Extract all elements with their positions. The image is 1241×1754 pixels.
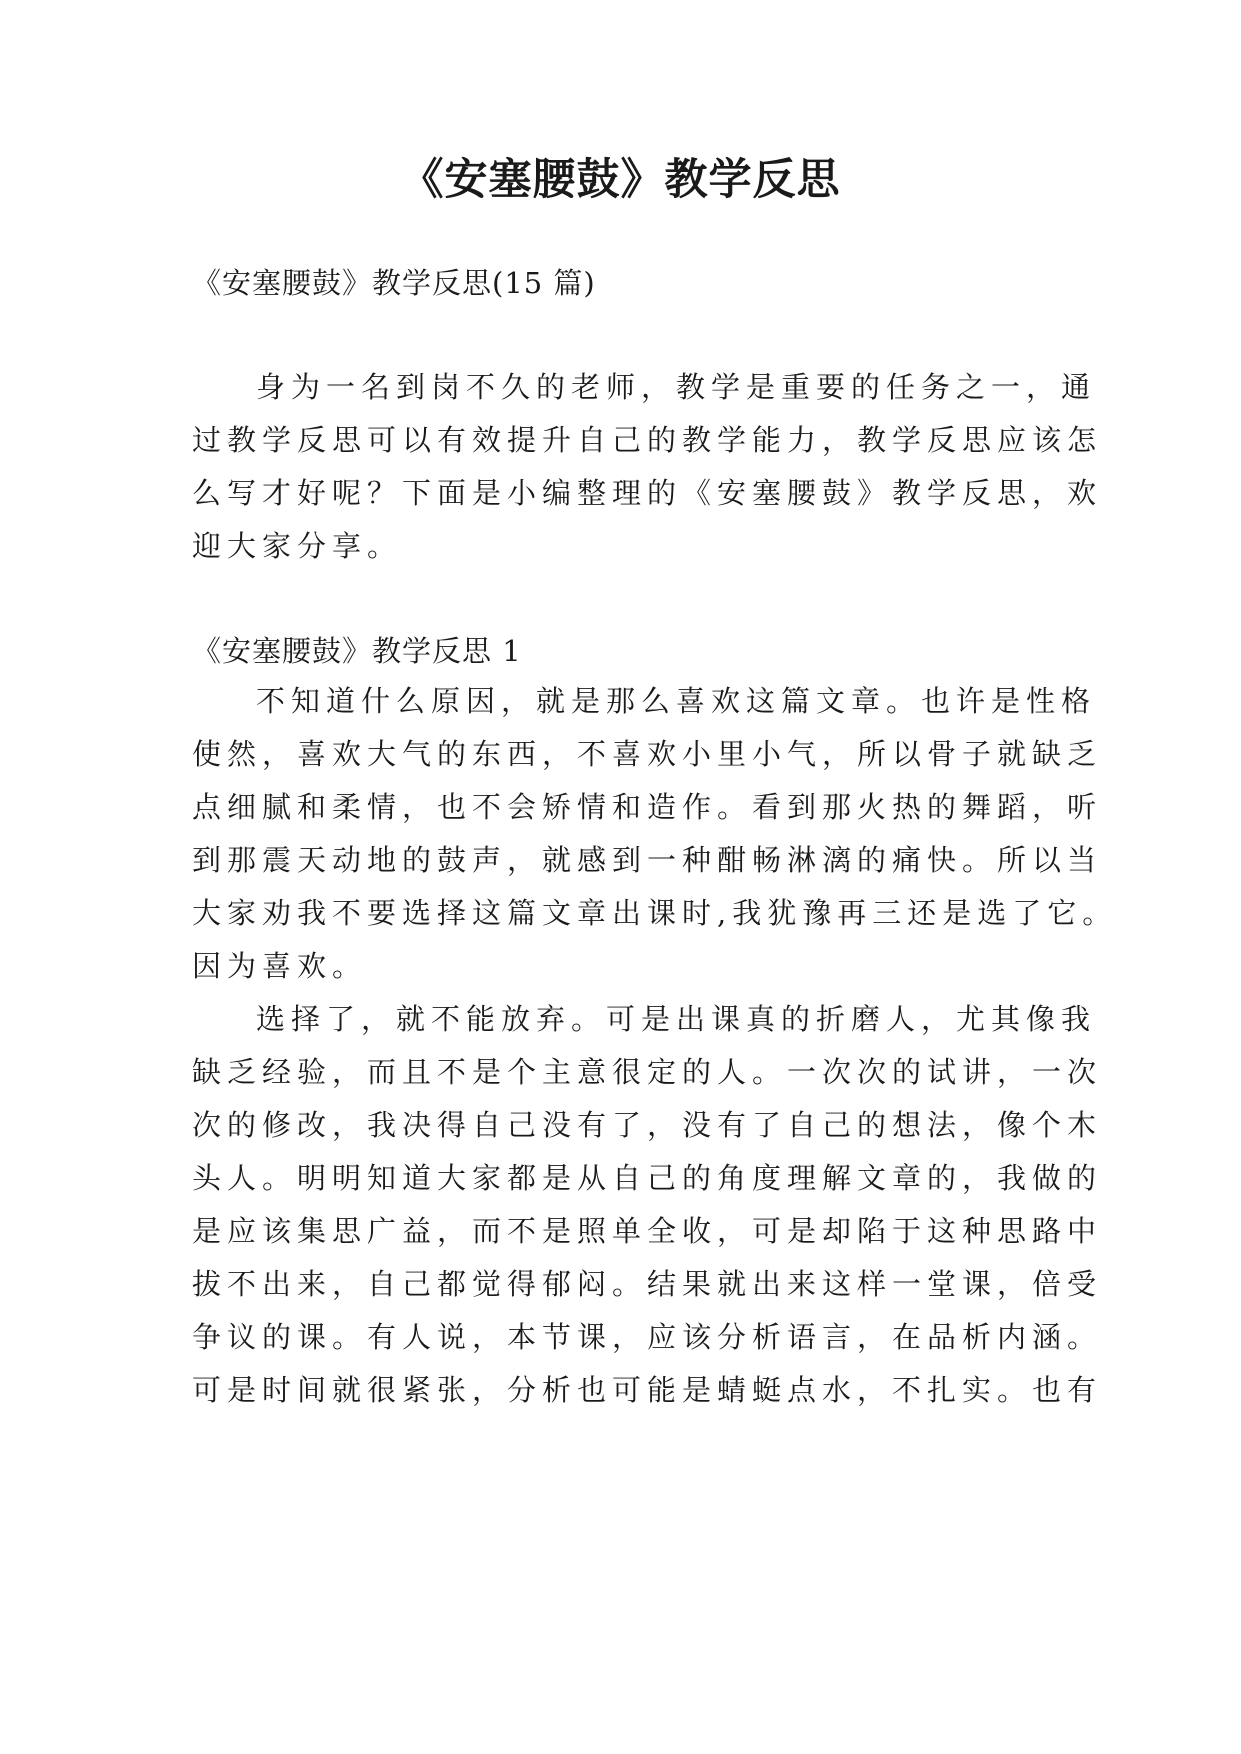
- paragraph-line: 使然，喜欢大气的东西，不喜欢小里小气，所以骨子就缺乏: [192, 737, 1103, 771]
- document-subtitle: 《安塞腰鼓》教学反思(15 篇): [192, 266, 596, 300]
- section-heading: 《安塞腰鼓》教学反思 1: [192, 634, 522, 668]
- paragraph-line: 点细腻和柔情，也不会矫情和造作。看到那火热的舞蹈，听: [192, 790, 1103, 824]
- document-title: 《安塞腰鼓》教学反思: [400, 155, 841, 205]
- paragraph-line: 选择了，就不能放弃。可是出课真的折磨人，尤其像我: [256, 1002, 1097, 1036]
- intro-line: 过教学反思可以有效提升自己的教学能力，教学反思应该怎: [192, 423, 1103, 457]
- paragraph-line: 拔不出来，自己都觉得郁闷。结果就出来这样一堂课，倍受: [192, 1267, 1103, 1301]
- paragraph-line: 是应该集思广益，而不是照单全收，可是却陷于这种思路中: [192, 1214, 1103, 1248]
- paragraph-line: 可是时间就很紧张，分析也可能是蜻蜓点水，不扎实。也有: [192, 1373, 1103, 1407]
- paragraph-line: 争议的课。有人说，本节课，应该分析语言，在品析内涵。: [192, 1320, 1103, 1354]
- paragraph-line: 缺乏经验，而且不是个主意很定的人。一次次的试讲，一次: [192, 1055, 1103, 1089]
- paragraph-line: 到那震天动地的鼓声，就感到一种酣畅淋漓的痛快。所以当: [192, 843, 1103, 877]
- intro-line: 身为一名到岗不久的老师，教学是重要的任务之一，通: [256, 370, 1097, 404]
- paragraph-line: 因为喜欢。: [192, 949, 368, 983]
- intro-line: 么写才好呢？下面是小编整理的《安塞腰鼓》教学反思，欢: [192, 476, 1103, 510]
- paragraph-line: 头人。明明知道大家都是从自己的角度理解文章的，我做的: [192, 1161, 1103, 1195]
- paragraph-line: 大家劝我不要选择这篇文章出课时,我犹豫再三还是选了它。: [192, 896, 1118, 930]
- intro-line: 迎大家分享。: [192, 529, 403, 563]
- paragraph-line: 次的修改，我决得自己没有了，没有了自己的想法，像个木: [192, 1108, 1103, 1142]
- paragraph-line: 不知道什么原因，就是那么喜欢这篇文章。也许是性格: [256, 684, 1097, 718]
